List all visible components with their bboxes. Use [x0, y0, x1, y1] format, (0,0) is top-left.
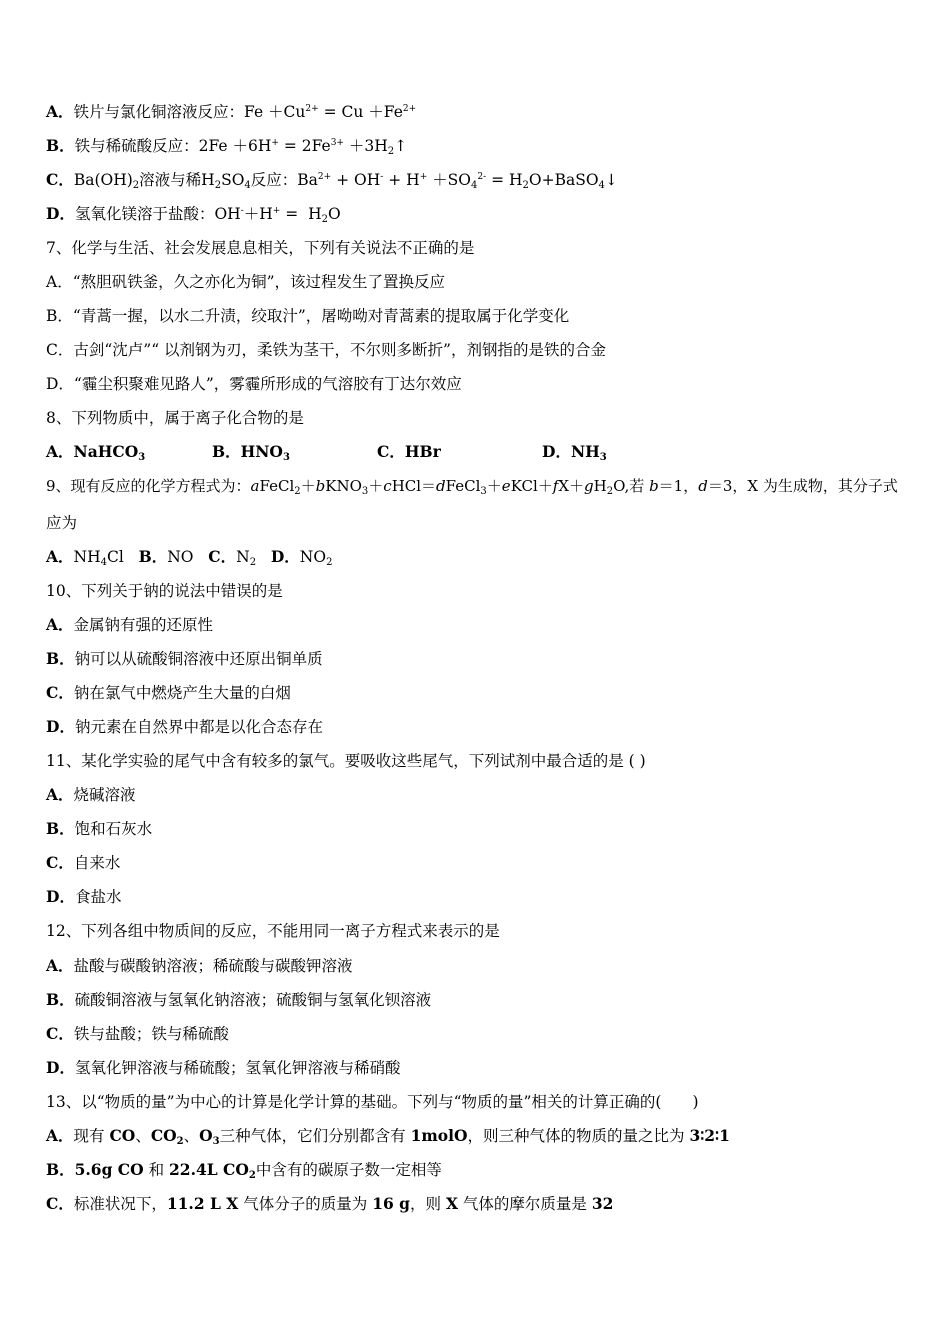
q12-option-d: D．氢氧化钾溶液与稀硫酸；氢氧化钾溶液与稀硝酸	[46, 1058, 401, 1077]
q6-option-a: A．铁片与氯化铜溶液反应：$Fe +Cu^{2+} = Cu +Fe^{2+}$	[46, 102, 417, 121]
q13-option-c: C．标准状况下，11.2 L X 气体分子的质量为 16 g，则 X 气体的摩尔质量是 32	[46, 1194, 614, 1213]
q8-option-b: B．$HNO_3$	[212, 442, 290, 463]
q11-option-a: A．烧碱溶液	[46, 785, 136, 804]
q10-option-c: C．钠在氯气中燃烧产生大量的白烟	[46, 683, 291, 702]
q6-option-d: D．氢氧化镁溶于盐酸：$OH^-+H^+ = H_2O$	[46, 204, 341, 225]
q11-stem: 11、某化学实验的尾气中含有较多的氯气。要吸收这些尾气，下列试剂中最合适的是 ( )	[46, 752, 646, 770]
q10-option-b: B．钠可以从硫酸铜溶液中还原出铜单质	[46, 649, 323, 668]
q8-option-d: D．$NH_3$	[542, 442, 607, 463]
q11-option-c: C．自来水	[46, 853, 121, 872]
q7-option-a: A．“熬胆矾铁釜，久之亦化为铜”，该过程发生了置换反应	[46, 273, 446, 291]
q8-option-a: A．NaHCO$_3$	[46, 442, 146, 463]
q10-option-d: D．钠元素在自然界中都是以化合态存在	[46, 717, 323, 736]
q12-option-b: B．硫酸铜溶液与氢氧化钠溶液；硫酸铜与氢氧化钡溶液	[46, 990, 432, 1009]
q12-stem: 12、下列各组中物质间的反应，不能用同一离子方程式来表示的是	[46, 922, 500, 940]
q9-stem: 9、现有反应的化学方程式为：$aFeCl_2+bKNO_3+cHCl=dFeCl_3+eKCl+fX+gH_2O$,若 b＝1，d＝3，X 为生成物，其分子式	[46, 477, 898, 497]
q10-option-a: A．金属钠有强的还原性	[46, 615, 214, 634]
q8-stem: 8、下列物质中，属于离子化合物的是	[46, 409, 304, 427]
q9-stem-cont: 应为	[46, 514, 78, 532]
q11-option-b: B．饱和石灰水	[46, 819, 153, 838]
q7-option-d: D．“霾尘积聚难见路人”，雾霾所形成的气溶胶有丁达尔效应	[46, 375, 462, 393]
q13-option-b: B．5.6g CO 和 22.4L $CO_2$中含有的碳原子数一定相等	[46, 1160, 442, 1181]
q7-stem: 7、化学与生活、社会发展息息相关，下列有关说法不正确的是	[46, 239, 475, 257]
q6-option-b: B．铁与稀硫酸反应：$2Fe +6H^+ = 2Fe^{3+}$ $+3H_2↑$	[46, 136, 408, 157]
q12-option-a: A．盐酸与碳酸钠溶液；稀硫酸与碳酸钾溶液	[46, 956, 353, 975]
q7-option-c: C．古剑“沈卢”“ 以剂钢为刃，柔铁为茎干，不尔则多断折”，剂钢指的是铁的合金	[46, 341, 606, 359]
q8-option-c: C．HBr	[377, 442, 441, 461]
q10-stem: 10、下列关于钠的说法中错误的是	[46, 582, 283, 600]
q13-stem: 13、以“物质的量”为中心的计算是化学计算的基础。下列与“物质的量”相关的计算正确的( )	[46, 1093, 699, 1111]
q6-option-c: C．$Ba(OH)_2$溶液与稀$H_2SO_4$反应：$Ba^{2+} + OH^- + H^+ +SO_4^{2-}$ = $H_2O+BaSO_4↓$	[46, 170, 618, 191]
q9-options: A．$NH_4Cl$ B．NO C．$N_2$ D．$NO_2$	[46, 547, 333, 568]
q12-option-c: C．铁与盐酸；铁与稀硫酸	[46, 1024, 229, 1043]
q13-option-a: A．现有 CO、$CO_2$、$O_3$三种气体，它们分别都含有 1molO，则三种气体的物质的量之比为 3∶2∶1	[46, 1126, 730, 1147]
q7-option-b: B．“青蒿一握，以水二升渍，绞取汁”，屠呦呦对青蒿素的提取属于化学变化	[46, 307, 570, 325]
q11-option-d: D．食盐水	[46, 887, 122, 906]
